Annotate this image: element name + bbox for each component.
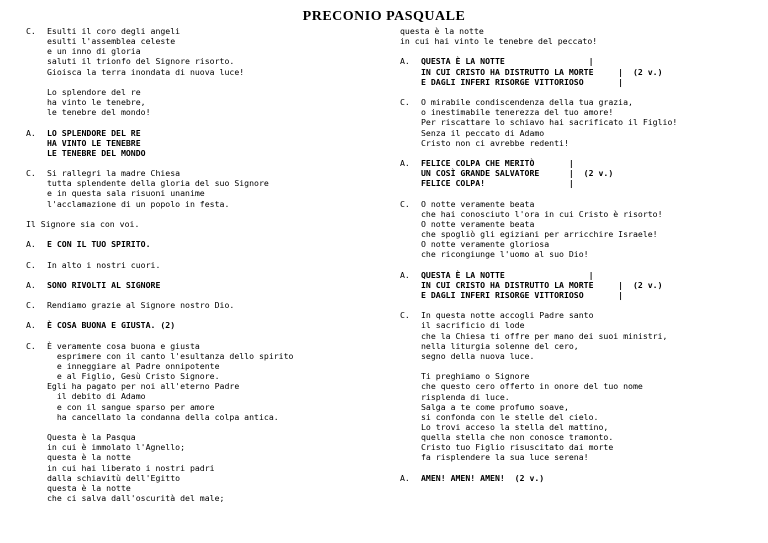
text-line: AMEN! AMEN! AMEN! (2 v.) (421, 472, 545, 483)
speaker-mark: A. (400, 56, 410, 67)
text-line: Si rallegri la madre Chiesa (47, 168, 181, 179)
text-line: O notte veramente beata (421, 198, 535, 209)
text-line: ha cancellato la condanna della colpa antica. (47, 411, 279, 422)
celebrant-text (400, 97, 760, 148)
text-line: In questa notte accogli Padre santo (421, 310, 594, 321)
celebrant-text (26, 341, 386, 422)
text-line: QUESTA È LA NOTTE | (421, 56, 594, 67)
text-line: In alto i nostri cuori. (47, 259, 161, 270)
speaker-mark: C. (26, 168, 36, 179)
text-line: e con il sangue sparso per amore (47, 401, 215, 412)
text-line: questa è la notte (47, 482, 131, 493)
text-line: Lo splendore del re (47, 86, 141, 97)
text-line: UN COSÌ GRANDE SALVATORE | (2 v.) (421, 168, 614, 179)
stanza-gap (26, 422, 386, 432)
speaker-mark: C. (26, 300, 36, 311)
speaker-mark: C. (26, 26, 36, 36)
text-line: fa risplendere la sua luce serena! (421, 452, 589, 463)
celebrant-text (26, 432, 386, 503)
text-line: Questa è la Pasqua (47, 432, 136, 443)
assembly-response (400, 158, 760, 188)
celebrant-text (26, 260, 386, 270)
text-line: dalla schiavitù dell'Egitto (47, 472, 181, 483)
text-line: Egli ha pagato per noi all'eterno Padre (47, 381, 240, 392)
celebrant-text (26, 219, 386, 229)
stanza-gap (400, 463, 760, 473)
text-line: ha vinto le tenebre, (47, 97, 146, 108)
text-line: LO SPLENDORE DEL RE (47, 127, 141, 138)
speaker-mark: C. (400, 310, 410, 321)
speaker-mark: C. (26, 259, 36, 270)
speaker-mark: A. (26, 127, 36, 138)
text-line: O mirabile condiscendenza della tua grazia, (421, 97, 633, 108)
stanza-gap (400, 87, 760, 97)
celebrant-text (400, 310, 760, 361)
text-line: IN CUI CRISTO HA DISTRUTTO LA MORTE | (2 v.) (421, 66, 663, 77)
speaker-mark: C. (400, 198, 410, 209)
stanza-gap (26, 117, 386, 127)
celebrant-text (400, 371, 760, 462)
text-line: SONO RIVOLTI AL SIGNORE (47, 279, 161, 290)
text-line: e inneggiare al Padre onnipotente (47, 361, 220, 371)
page-title: PRECONIO PASQUALE (302, 9, 466, 24)
celebrant-text (26, 300, 386, 310)
text-line: e un inno di gloria (47, 46, 141, 57)
text-line: in cui è immolato l'Agnello; (47, 442, 186, 453)
text-line: che spogliò gli egiziani per arricchire Israele! (421, 229, 658, 240)
text-line: che ci salva dall'oscurità del male; (47, 493, 225, 504)
stanza-gap (400, 260, 760, 270)
assembly-response (26, 280, 386, 290)
text-line: Senza il peccato di Adamo (421, 127, 545, 138)
text-line: in cui hai vinto le tenebre del peccato! (400, 36, 598, 47)
text-line: esulti l'assemblea celeste (47, 36, 176, 47)
text-line: il sacrificio di lode (421, 320, 525, 331)
speaker-mark: A. (26, 239, 36, 250)
speaker-mark: A. (400, 157, 410, 168)
assembly-response (400, 473, 760, 483)
text-line: Salga a te come profumo soave, (421, 401, 569, 412)
text-line: QUESTA È LA NOTTE | (421, 269, 594, 280)
speaker-mark: A. (26, 279, 36, 290)
text-line: e in questa sala risuoni unanime (47, 188, 205, 199)
celebrant-text (26, 26, 386, 77)
assembly-response (26, 128, 386, 158)
text-line: l'acclamazione di un popolo in festa. (47, 198, 230, 209)
text-line: HA VINTO LE TENEBRE (47, 137, 141, 148)
left-column (26, 26, 386, 503)
text-line: quella stella che non conosce tramonto. (421, 432, 614, 443)
text-line: Lo trovi acceso la stella del mattino, (421, 421, 609, 432)
assembly-response (400, 270, 760, 300)
stanza-gap (400, 188, 760, 198)
text-line: in cui hai liberato i nostri padri (47, 462, 215, 473)
text-line: risplenda di luce. (421, 391, 510, 402)
text-line: il debito di Adamo (47, 391, 146, 402)
speaker-mark: A. (400, 269, 410, 280)
text-line: Ti preghiamo o Signore (421, 371, 530, 382)
speaker-mark: A. (400, 472, 410, 483)
text-line: che la Chiesa ti offre per mano dei suoi ministri, (421, 330, 668, 341)
text-line: questa è la notte (400, 26, 484, 36)
text-line: Cristo tuo Figlio risuscitato dai morte (421, 442, 614, 453)
text-line: questa è la notte (47, 452, 131, 463)
text-line: che hai conosciuto l'ora in cui Cristo è risorto! (421, 208, 663, 219)
stanza-gap (26, 209, 386, 219)
stanza-gap (400, 300, 760, 310)
text-line: O notte veramente gloriosa (421, 239, 550, 250)
text-line: Il Signore sia con voi. (26, 218, 140, 229)
text-line: O notte veramente beata (421, 218, 535, 229)
stanza-gap (400, 361, 760, 371)
stanza-gap (26, 77, 386, 87)
speaker-mark: A. (26, 320, 36, 331)
celebrant-text (400, 199, 760, 260)
text-line: FELICE COLPA! | (421, 178, 574, 189)
stanza-gap (400, 46, 760, 56)
assembly-response (400, 56, 760, 86)
speaker-mark: C. (26, 340, 36, 351)
text-line: E CON IL TUO SPIRITO. (47, 239, 151, 250)
text-line: E DAGLI INFERI RISORGE VITTORIOSO | (421, 289, 624, 300)
text-line: che questo cero offerto in onore del tuo nome (421, 381, 643, 392)
text-line: le tenebre del mondo! (47, 107, 151, 118)
text-line: Rendiamo grazie al Signore nostro Dio. (47, 300, 235, 311)
right-column (400, 26, 760, 483)
stanza-gap (400, 148, 760, 158)
text-line: tutta splendente della gloria del suo Signore (47, 178, 269, 189)
stanza-gap (26, 290, 386, 300)
text-line: È COSA BUONA E GIUSTA. (2) (47, 320, 176, 331)
text-line: LE TENEBRE DEL MONDO (47, 147, 146, 158)
text-line: FELICE COLPA CHE MERITÒ | (421, 157, 574, 168)
text-line: Per riscattare lo schiavo hai sacrificato il Figlio! (421, 117, 678, 128)
text-line: esprimere con il canto l'esultanza dello spirito (47, 350, 294, 361)
speaker-mark: C. (400, 97, 410, 108)
text-line: che ricongiunge l'uomo al suo Dio! (421, 249, 589, 260)
stanza-gap (26, 229, 386, 239)
assembly-response (26, 239, 386, 249)
text-line: o inestimabile tenerezza del tuo amore! (421, 107, 614, 118)
text-line: E DAGLI INFERI RISORGE VITTORIOSO | (421, 76, 624, 87)
text-line: saluti il trionfo del Signore risorto. (47, 56, 235, 67)
stanza-gap (26, 270, 386, 280)
text-line: IN CUI CRISTO HA DISTRUTTO LA MORTE | (2 v.) (421, 279, 663, 290)
celebrant-text (26, 87, 386, 117)
text-line: Gioisca la terra inondata di nuova luce! (47, 66, 245, 77)
text-line: È veramente cosa buona e giusta (47, 340, 200, 351)
text-line: Cristo non ci avrebbe redenti! (421, 137, 569, 148)
text-line: si confonda con le stelle del cielo. (421, 411, 599, 422)
stanza-gap (26, 310, 386, 320)
celebrant-text (400, 26, 760, 46)
text-line: e al Figlio, Gesù Cristo Signore. (47, 371, 220, 382)
text-line: segno della nuova luce. (421, 350, 535, 361)
celebrant-text (26, 168, 386, 209)
text-line: nella liturgia solenne del cero, (421, 340, 579, 351)
stanza-gap (26, 331, 386, 341)
text-line: Esulti il coro degli angeli (47, 26, 181, 36)
assembly-response (26, 320, 386, 330)
stanza-gap (26, 249, 386, 259)
stanza-gap (26, 158, 386, 168)
